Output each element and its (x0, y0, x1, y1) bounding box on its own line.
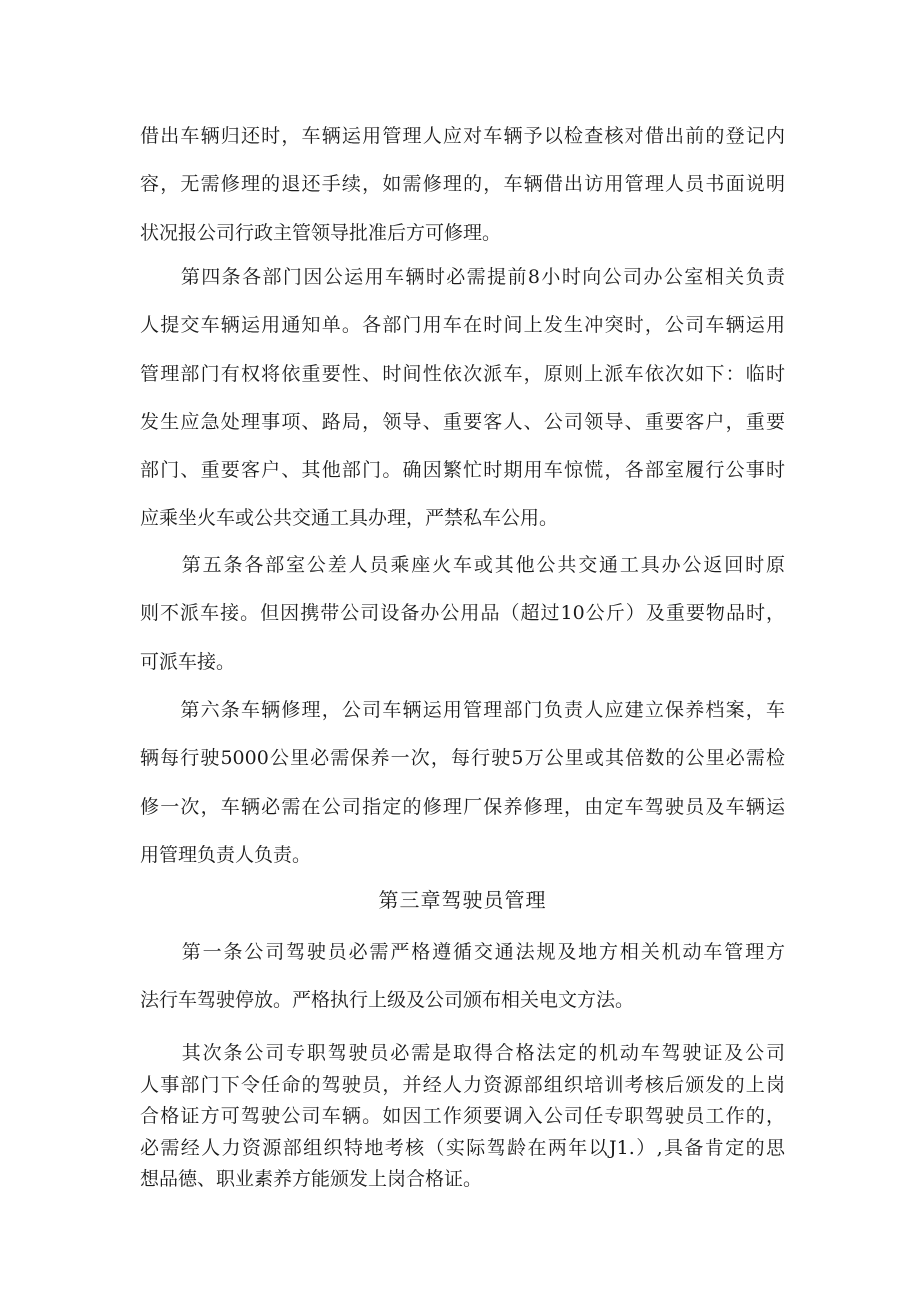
paragraph-article-4 (140, 253, 785, 543)
text-line: 则不派车接。但因携带公司设备办公用品（超过10公斤）及重要物品时， (140, 602, 785, 625)
text-line: 用管理负责人负责。 (140, 843, 312, 866)
paragraph-article-6 (140, 686, 785, 879)
text-line: 第一条公司驾驶员必需严格遵循交通法规及地方相关机动车管理方 (140, 941, 785, 963)
text-line: 其次条公司专职驾驶员必需是取得合格法定的机动车驾驶证及公司 (140, 1042, 785, 1064)
text-line: 必需经人力资源部组织特地考核（实际驾龄在两年以J1.）,具备肯定的思 (140, 1136, 785, 1159)
text-line: 人提交车辆运用通知单。各部门用车在时间上发生冲突时，公司车辆运用 (140, 314, 785, 337)
text-line: 发生应急处理事项、路局，领导、重要客人、公司领导、重要客户，重要 (140, 410, 785, 433)
text-line: 管理部门有权将依重要性、时间性依次派车，原则上派车依次如下：临时 (140, 362, 785, 385)
paragraph-vehicle-return (140, 112, 785, 257)
text-line: 法行车驾驶停放。严格执行上级及公司颁布相关电文方法。 (140, 989, 635, 1012)
text-line: 辆每行驶5000公里必需保养一次，每行驶5万公里或其倍数的公里必需检 (140, 747, 785, 770)
text-line: 部门、重要客户、其他部门。确因繁忙时期用车惊慌，各部室履行公事时 (140, 459, 785, 482)
text-line: 合格证方可驾驶公司车辆。如因工作须要调入公司任专职驾驶员工作的， (140, 1105, 785, 1127)
text-line: 第五条各部室公差人员乘座火车或其他公共交通工具办公返回时原 (140, 554, 785, 576)
text-line: 应乘坐火车或公共交通工具办理，严禁私车公用。 (140, 507, 559, 530)
paragraph-article-5 (140, 541, 785, 686)
paragraph-driver-article-2 (140, 1038, 785, 1196)
text-line: 想品德、职业素养方能颁发上岗合格证。 (140, 1168, 483, 1190)
text-line: 第四条各部门因公运用车辆时必需提前8小时向公司办公室相关负责 (140, 266, 785, 288)
text-line: 借出车辆归还时，车辆运用管理人应对车辆予以检查核对借出前的登记内 (140, 125, 785, 147)
text-line: 状况报公司行政主管领导批准后方可修理。 (140, 221, 502, 244)
paragraph-driver-article-1 (140, 928, 785, 1025)
chapter-heading: 第三章驾驶员管理 (378, 888, 547, 912)
text-line: 修一次，车辆必需在公司指定的修理厂保养修理，由定车驾驶员及车辆运 (140, 795, 785, 818)
text-line: 人事部门下令任命的驾驶员，并经人力资源部组织培训考核后颁发的上岗 (140, 1073, 785, 1096)
text-line: 容，无需修理的退还手续，如需修理的，车辆借出访用管理人员书面说明 (140, 173, 785, 196)
text-line: 可派车接。 (140, 650, 236, 673)
text-line: 第六条车辆修理，公司车辆运用管理部门负责人应建立保养档案，车 (140, 699, 785, 721)
